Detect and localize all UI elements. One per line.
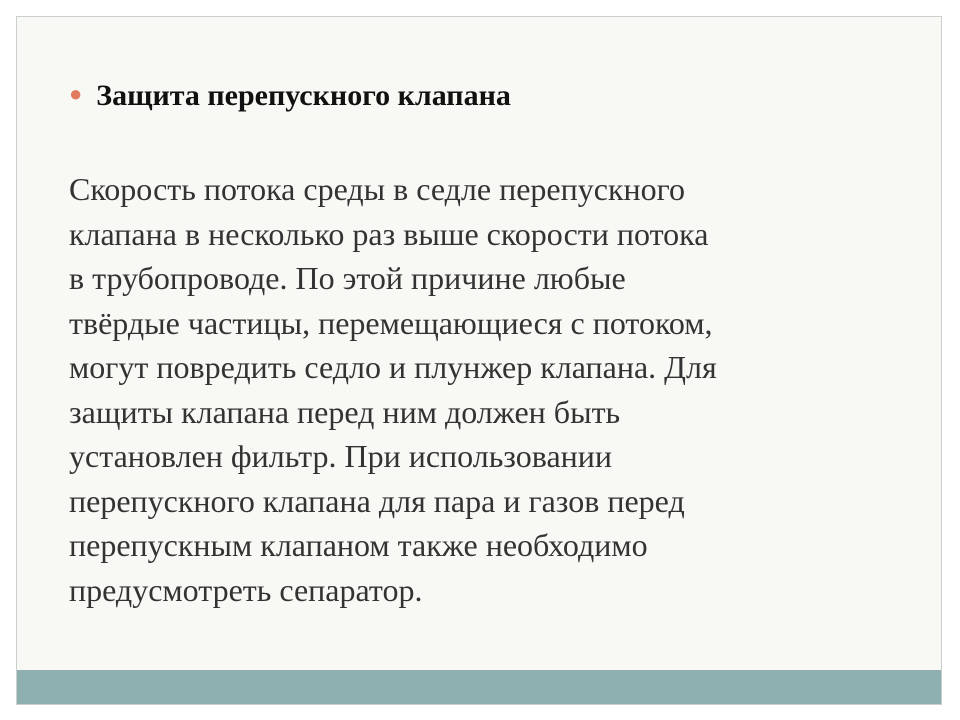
body-line: перепускного клапана для пара и газов перед xyxy=(69,482,685,519)
body-line: защиты клапана перед ним должен быть xyxy=(69,393,621,430)
body-line: предусмотреть сепаратор. xyxy=(69,571,423,608)
slide-heading: Защита перепускного клапана xyxy=(96,79,511,112)
body-line: могут повредить седло и плунжер клапана. Для xyxy=(69,349,717,385)
heading-row xyxy=(69,79,511,113)
body-paragraph xyxy=(69,167,899,612)
body-line: в трубопроводе. По этой причине любые xyxy=(69,260,626,296)
body-line: твёрдые частицы, перемещающиеся с потоком, xyxy=(69,304,713,341)
footer-bar xyxy=(17,670,941,704)
slide xyxy=(16,16,942,705)
bullet-icon: ● xyxy=(69,81,83,106)
body-line: установлен фильтр. При использовании xyxy=(69,438,613,474)
body-line: клапана в несколько раз выше скорости потока xyxy=(69,215,709,252)
body-line: Скорость потока среды в седле перепускного xyxy=(69,171,685,207)
body-line: перепускным клапаном также необходимо xyxy=(69,527,648,563)
